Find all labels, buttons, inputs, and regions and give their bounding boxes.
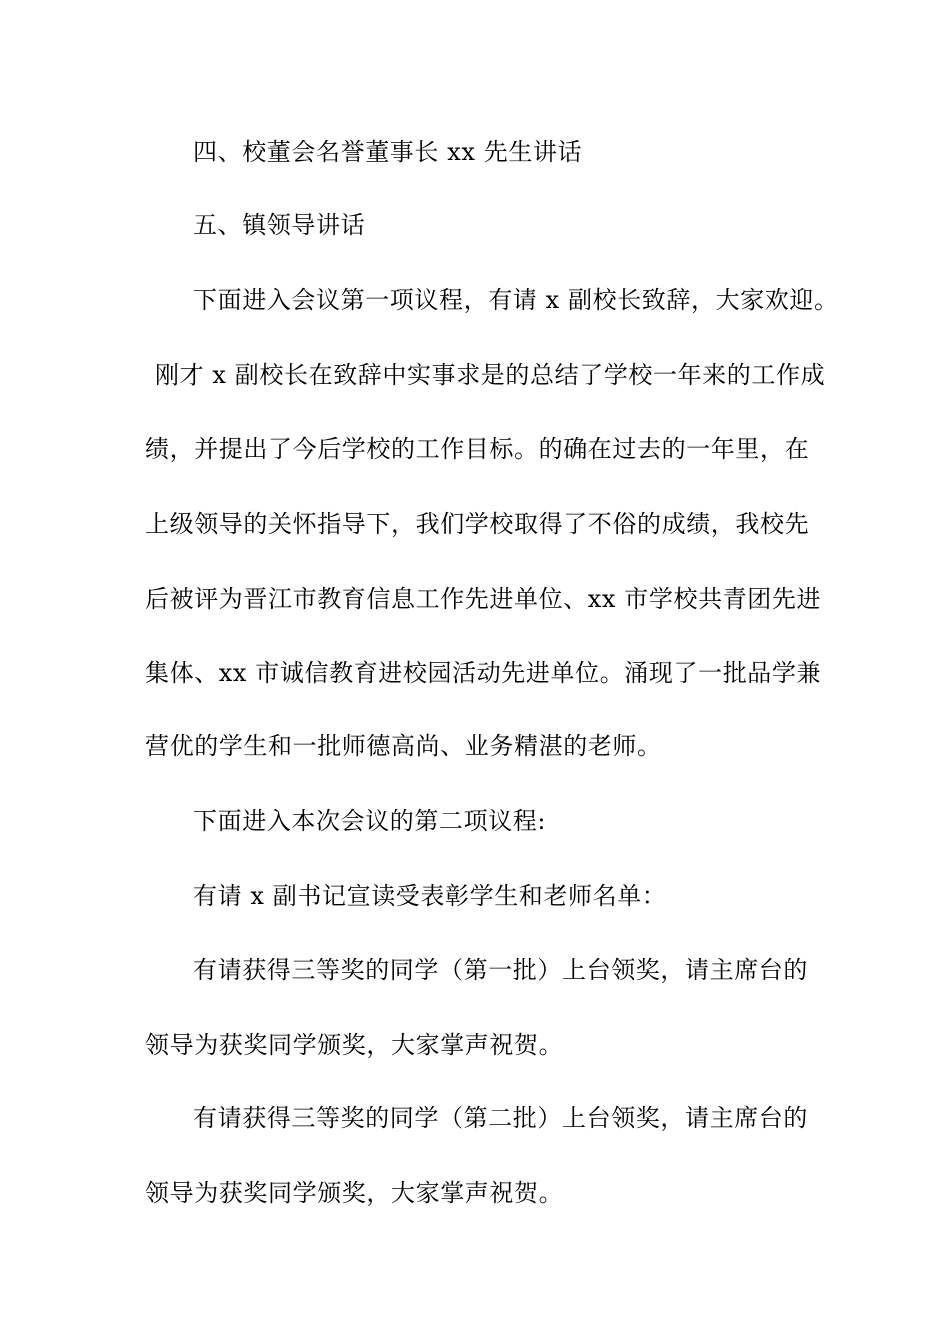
paragraph-line: 有请获得三等奖的同学（第一批）上台领奖，请主席台的	[193, 956, 808, 984]
paragraph-line: 集体、xx 市诚信教育进校园活动先进单位。涌现了一批品学兼	[145, 659, 822, 687]
paragraph-line: 下面进入本次会议的第二项议程:	[193, 807, 547, 835]
paragraph-line: 领导为获奖同学颁奖，大家掌声祝贺。	[145, 1179, 564, 1207]
paragraph-line: 有请获得三等奖的同学（第二批）上台领奖，请主席台的	[193, 1104, 808, 1132]
paragraph-line: 后被评为晋江市教育信息工作先进单位、xx 市学校共青团先进	[145, 585, 822, 613]
agenda-item-4: 四、校董会名誉董事长 xx 先生讲话	[193, 138, 583, 166]
paragraph-line: 领导为获奖同学颁奖，大家掌声祝贺。	[145, 1031, 564, 1059]
paragraph-line: 刚才 x 副校长在致辞中实事求是的总结了学校一年来的工作成	[155, 361, 826, 389]
paragraph-line: 有请 x 副书记宣读受表彰学生和老师名单：	[193, 882, 667, 910]
paragraph-line: 上级领导的关怀指导下，我们学校取得了不俗的成绩，我校先	[145, 510, 810, 538]
paragraph-line: 绩，并提出了今后学校的工作目标。的确在过去的一年里，在	[145, 435, 810, 463]
paragraph-line: 下面进入会议第一项议程，有请 x 副校长致辞，大家欢迎。	[193, 286, 839, 314]
agenda-item-5: 五、镇领导讲话	[193, 211, 366, 239]
paragraph-line: 营优的学生和一批师德高尚、业务精湛的老师。	[145, 732, 662, 760]
